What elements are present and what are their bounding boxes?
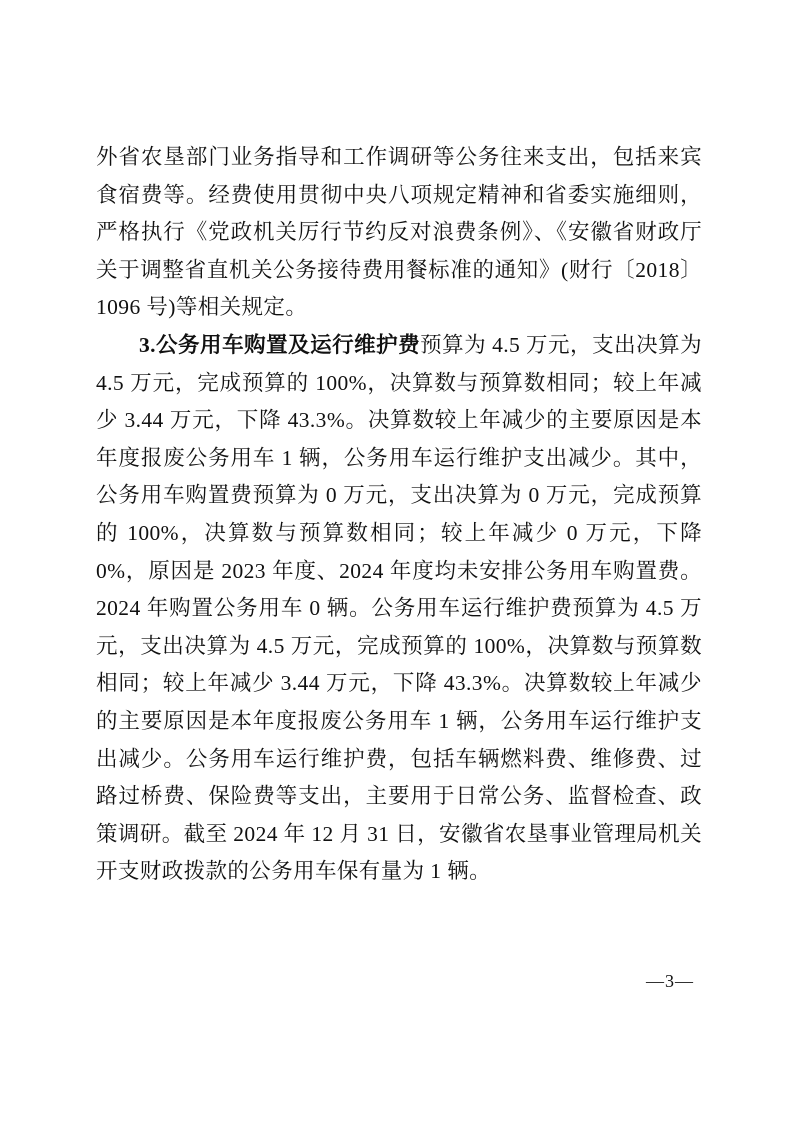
vehicle-fee-body: 预算为 4.5 万元，支出决算为 4.5 万元，完成预算的 100%，决算数与预算数相同；较上年减少 3.44 万元，下降 43.3%。决算数较上年减少的主要原因是本年度报废公务用车 1 辆，公务用车运行维护支出减少。其中，公务用车购置费预算为 0 万元，支出决算为 0 万元，完成预算的 100%，决算数与预算数相同；较上年减少 0 万元，下降 0%，原因是 2023 年度、2024 年度均未安排公务用车购置费。2024 年购置公务用车 0 辆。公务用车运行维护费预算为 4.5 万元，支出决算为 4.5 万元，完成预算的 100%，决算数与预算数相同；较上年减少 3.44 万元，下降 43.3%。决算数较上年减少的主要原因是本年度报废公务用车 1 辆，公务用车运行维护支出减少。公务用车运行维护费，包括车辆燃料费、维修费、过路过桥费、保险费等支出，主要用于日常公务、监督检查、政策调研。截至 2024 年 12 月 31 日，安徽省农垦事业管理局机关开支财政拨款的公务用车保有量为 1 辆。 [96,332,702,884]
paragraph-expense-regulations: 外省农垦部门业务指导和工作调研等公务往来支出，包括来宾食宿费等。经费使用贯彻中央八项规定精神和省委实施细则，严格执行《党政机关厉行节约反对浪费条例》、《安徽省财政厅关于调整省直机关公务接待费用餐标准的通知》(财行〔2018〕1096 号)等相关规定。 [96,145,702,320]
page-number: —3— [646,971,694,991]
document-body [96,139,702,891]
vehicle-fee-heading: 3.公务用车购置及运行维护费 [139,332,421,357]
paragraph-vehicle-fees [96,327,702,891]
